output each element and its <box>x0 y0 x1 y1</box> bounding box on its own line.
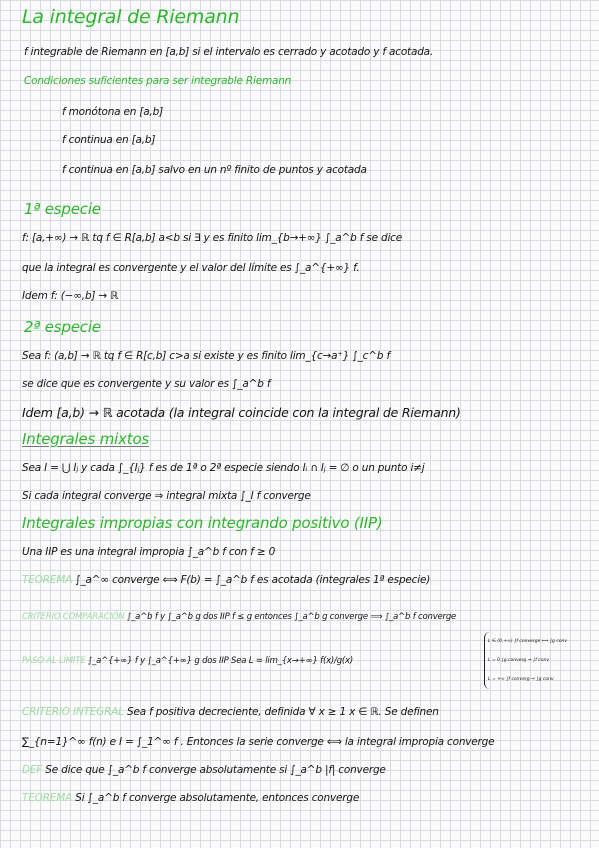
line-mixed-converge: Si cada integral converge ⇒ integral mixta ∫_I f converge <box>22 490 311 502</box>
line-mixed-def: Sea I = ⋃ Iⱼ y cada ∫_{Iⱼ} f es de 1ª o 2ª especie siendo Iᵢ ∩ Iⱼ = ∅ o un punto i≠j <box>22 462 425 474</box>
line-first-kind-idem: Idem f: (−∞,b] → ℝ <box>22 290 119 302</box>
line-condition-finite-points: f continua en [a,b] salvo en un nº finito de puntos y acotada <box>62 164 367 176</box>
limit-cases-brace <box>484 632 599 689</box>
line-absolute-theorem: TEOREMA Si ∫_a^b f converge absolutamente, entonces converge <box>22 792 360 804</box>
line-condition-continuous: f continua en [a,b] <box>62 134 156 146</box>
heading-first-kind: 1ª especie <box>24 200 101 218</box>
limit-case-finite: L ∈ (0,+∞) ∫f converge ⟺ ∫g conv <box>488 639 568 644</box>
limit-case-infinity: L = +∞ ∫f converg ⇒ ∫g conv <box>488 677 554 682</box>
line-conditions-heading: Condiciones suficientes para ser integrable Riemann <box>24 75 292 87</box>
line-comparison-criterion: CRITERIO COMPARACIÓN ∫_a^b f y ∫_a^b g dos IIP f ≤ g entonces ∫_a^b g converge ⟹ ∫_a^b f converge <box>22 612 457 622</box>
line-absolute-def: DEF Se dice que ∫_a^b f converge absolutamente si ∫_a^b |f| converge <box>22 764 386 776</box>
heading-mixed-integrals: Integrales mixtos <box>22 430 150 448</box>
line-theorem-bounded: TEOREMA ∫_a^∞ converge ⟺ F(b) = ∫_a^b f es acotada (integrales 1ª especie) <box>22 574 431 586</box>
line-second-kind-conv: se dice que es convergente y su valor es ∫_a^b f <box>22 378 271 390</box>
line-definition: f integrable de Riemann en [a,b] si el intervalo es cerrado y acotado y f acotada. <box>24 46 434 58</box>
line-first-kind-def: f: [a,+∞) → ℝ tq f ∈ R[a,b] a<b si ∃ y es finito lim_{b→+∞} ∫_a^b f se dice <box>22 232 403 244</box>
page-title: La integral de Riemann <box>22 6 240 28</box>
line-limit-criterion: PASO AL LÍMITE ∫_a^{+∞} f y ∫_a^{+∞} g dos IIP Sea L = lim_{x→+∞} f(x)/g(x) <box>22 656 353 666</box>
heading-second-kind: 2ª especie <box>24 318 101 336</box>
line-integral-criterion: CRITERIO INTEGRAL Sea f positiva decreciente, definida ∀ x ≥ 1 x ∈ ℝ. Se definen <box>22 706 439 718</box>
line-series-equivalence: ∑_{n=1}^∞ f(n) e I = ∫_1^∞ f . Entonces la serie converge ⟺ la integral impropia converge <box>22 736 495 748</box>
line-first-kind-conv: que la integral es convergente y el valor del límite es ∫_a^{+∞} f. <box>22 262 360 274</box>
line-condition-monotone: f monótona en [a,b] <box>62 106 164 118</box>
limit-case-zero: L = 0 ∫g converg ⇒ ∫f conv <box>488 658 550 663</box>
line-iip-def: Una IIP es una integral impropia ∫_a^b f con f ≥ 0 <box>22 546 276 558</box>
line-second-kind-def: Sea f: (a,b] → ℝ tq f ∈ R[c,b] c>a si existe y es finito lim_{c→a⁺} ∫_c^b f <box>22 350 390 362</box>
heading-positive-integrand: Integrales impropias con integrando positivo (IIP) <box>22 514 383 532</box>
line-second-kind-idem: Idem [a,b) → ℝ acotada (la integral coincide con la integral de Riemann) <box>22 405 461 420</box>
